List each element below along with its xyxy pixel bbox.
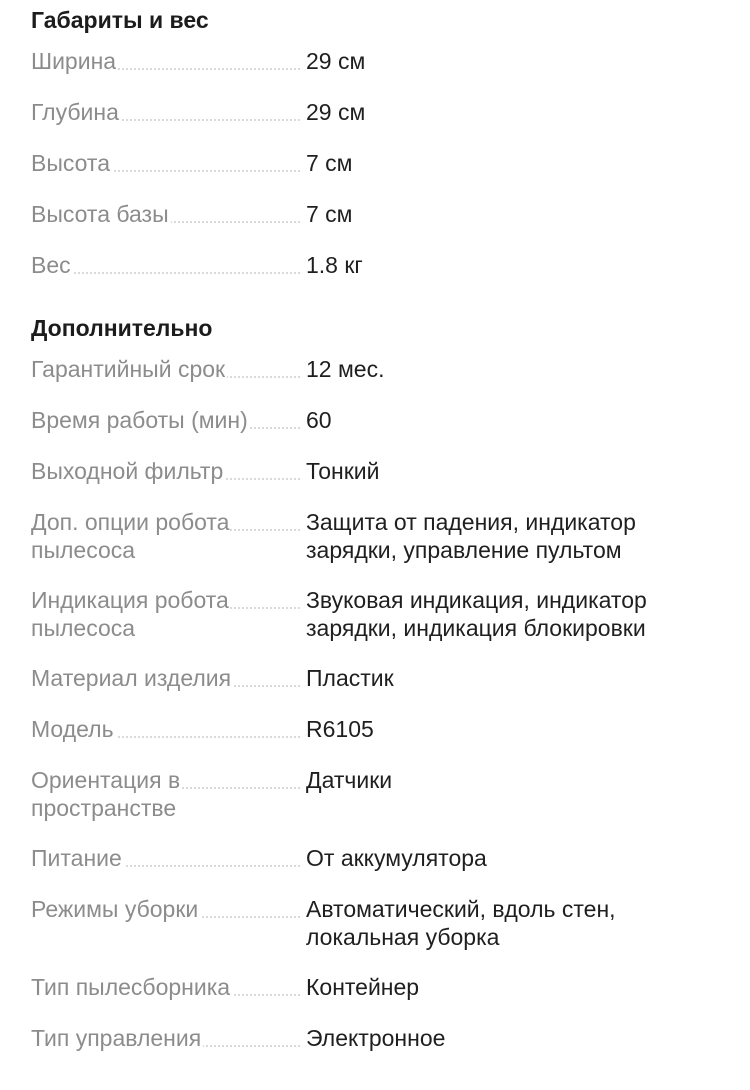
spec-label: Тип пылесборника (31, 973, 306, 1001)
spec-row-cleaning-modes (31, 895, 720, 951)
spec-row-depth (31, 98, 720, 126)
spec-value: 1.8 кг (306, 252, 363, 278)
spec-label: Питание (31, 844, 306, 872)
spec-row-dust-container (31, 973, 720, 1001)
spec-row-runtime (31, 406, 720, 434)
spec-value: Датчики (306, 767, 393, 793)
spec-row-power (31, 844, 720, 872)
spec-value: 7 см (306, 201, 353, 227)
spec-value: Электронное (306, 1025, 446, 1051)
spec-label: Время работы (мин) (31, 406, 306, 434)
spec-label: Высота базы (31, 200, 306, 228)
spec-label: Ширина (31, 47, 306, 75)
spec-label: Выходной фильтр (31, 457, 306, 485)
spec-value: Защита от падения, индикатор зарядки, управление пультом (306, 509, 636, 563)
spec-row-output-filter (31, 457, 720, 485)
spec-row-material (31, 664, 720, 692)
section-additional (31, 313, 720, 1052)
spec-row-weight (31, 251, 720, 279)
spec-label: Высота (31, 149, 306, 177)
spec-value: От аккумулятора (306, 845, 487, 871)
spec-value: Пластик (306, 665, 394, 691)
spec-label: Доп. опции робота пылесоса (31, 508, 306, 564)
spec-label: Ориентация в пространстве (31, 766, 306, 822)
spec-label: Гарантийный срок (31, 355, 306, 383)
spec-label: Индикация робота пылесоса (31, 586, 306, 642)
spec-row-model (31, 715, 720, 743)
spec-label: Глубина (31, 98, 306, 126)
spec-row-extra-options (31, 508, 720, 564)
spec-row-warranty (31, 355, 720, 383)
spec-value: Звуковая индикация, индикатор зарядки, индикация блокировки (306, 587, 647, 641)
spec-label: Вес (31, 251, 306, 279)
spec-label: Режимы уборки (31, 895, 306, 923)
spec-value: 12 мес. (306, 356, 385, 382)
spec-label: Модель (31, 715, 306, 743)
spec-value: Контейнер (306, 974, 420, 1000)
spec-label: Тип управления (31, 1024, 306, 1052)
section-dimensions-weight (31, 0, 720, 279)
spec-value: 29 см (306, 48, 366, 74)
spec-row-height (31, 149, 720, 177)
spec-row-control-type (31, 1024, 720, 1052)
spec-value: 29 см (306, 99, 366, 125)
spec-value: 7 см (306, 150, 353, 176)
spec-value: R6105 (306, 716, 374, 742)
section-title: Дополнительно (31, 315, 213, 341)
spec-value: Автоматический, вдоль стен, локальная уборка (306, 896, 616, 950)
spec-row-width (31, 47, 720, 75)
spec-value: Тонкий (306, 458, 380, 484)
spec-row-indication (31, 586, 720, 642)
section-title: Габариты и вес (31, 7, 209, 33)
spec-value: 60 (306, 407, 332, 433)
spec-row-base-height (31, 200, 720, 228)
spec-row-orientation (31, 766, 720, 822)
spec-label: Материал изделия (31, 664, 306, 692)
